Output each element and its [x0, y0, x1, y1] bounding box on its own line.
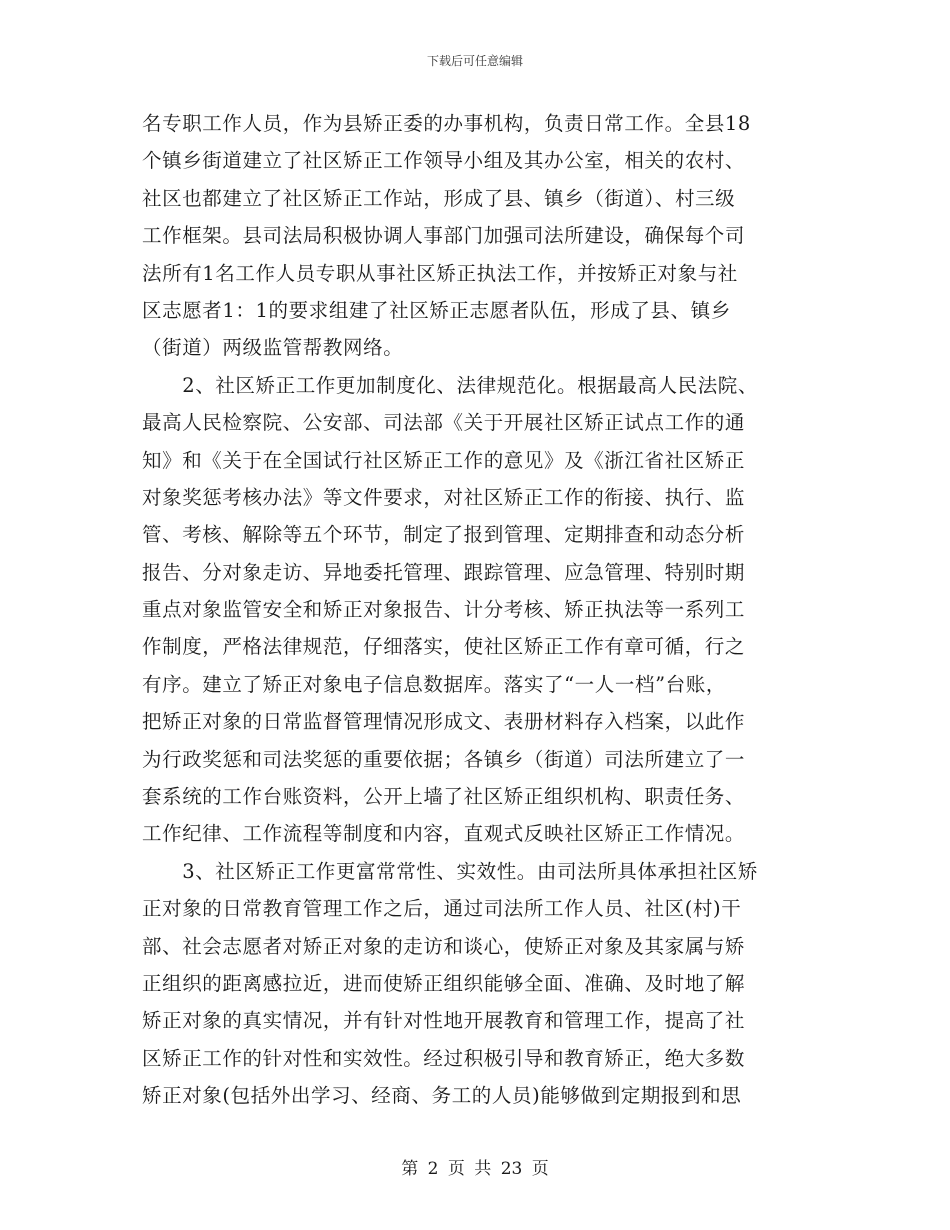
page-number-footer: 第 2 页 共 23 页 [401, 1159, 549, 1179]
text-line: 知》和《关于在全国试行社区矫正工作的意见》及《浙江省社区矫正 [142, 448, 746, 472]
paragraph-3-start: 3、社区矫正工作更富常常性、实效性。由司法所具体承担社区矫 [142, 859, 759, 883]
text-line: 法所有1名工作人员专职从事社区矫正执法工作，并按矫正对象与社 [142, 261, 738, 285]
text-line: 名专职工作人员，作为县矫正委的办事机构，负责日常工作。全县18 [142, 112, 751, 135]
text-line: 作制度，严格法律规范，仔细落实，使社区矫正工作有章可循，行之 [142, 635, 746, 659]
text-line: 报告、分对象走访、异地委托管理、跟踪管理、应急管理、特别时期 [142, 560, 746, 584]
document-body [142, 105, 808, 1115]
text-line: 个镇乡街道建立了社区矫正工作领导小组及其办公室，相关的农村、 [142, 149, 746, 173]
text-line: 套系统的工作台账资料，公开上墙了社区矫正组织机构、职责任务、 [142, 785, 746, 809]
text-line: 重点对象监管安全和矫正对象报告、计分考核、矫正执法等一系列工 [142, 598, 746, 622]
text-line: 最高人民检察院、公安部、司法部《关于开展社区矫正试点工作的通 [142, 411, 746, 435]
text-line: 有序。建立了矫正对象电子信息数据库。落实了“一人一档”台账， [142, 672, 726, 696]
text-line: 矫正对象(包括外出学习、经商、务工的人员)能够做到定期报到和思 [142, 1084, 742, 1108]
paragraph-2-start: 2、社区矫正工作更加制度化、法律规范化。根据最高人民法院、 [142, 373, 759, 397]
text-line: 社区也都建立了社区矫正工作站，形成了县、镇乡（街道）、村三级 [142, 186, 736, 210]
text-line: （街道）两级监管帮教网络。 [142, 336, 404, 360]
text-line: 区志愿者1：1的要求组建了社区矫正志愿者队伍，形成了县、镇乡 [142, 298, 731, 322]
text-line: 正对象的日常教育管理工作之后，通过司法所工作人员、社区(村)干 [142, 897, 742, 921]
text-line: 工作纪律、工作流程等制度和内容，直观式反映社区矫正工作情况。 [142, 822, 746, 846]
text-line: 对象奖惩考核办法》等文件要求，对社区矫正工作的衔接、执行、监 [142, 485, 746, 509]
text-line: 管、考核、解除等五个环节，制定了报到管理、定期排查和动态分析 [142, 523, 746, 547]
text-line: 矫正对象的真实情况，并有针对性地开展教育和管理工作，提高了社 [142, 1009, 746, 1033]
page-header-note: 下载后可任意编辑 [426, 54, 523, 68]
text-line: 把矫正对象的日常监督管理情况形成文、表册材料存入档案，以此作 [142, 710, 746, 734]
text-line: 为行政奖惩和司法奖惩的重要依据；各镇乡（街道）司法所建立了一 [142, 747, 746, 771]
text-line: 区矫正工作的针对性和实效性。经过积极引导和教育矫正，绝大多数 [142, 1046, 746, 1070]
text-line: 正组织的距离感拉近，进而使矫正组织能够全面、准确、及时地了解 [142, 971, 746, 995]
text-line: 工作框架。县司法局积极协调人事部门加强司法所建设，确保每个司 [142, 224, 746, 248]
text-line: 部、社会志愿者对矫正对象的走访和谈心，使矫正对象及其家属与矫 [142, 934, 746, 958]
